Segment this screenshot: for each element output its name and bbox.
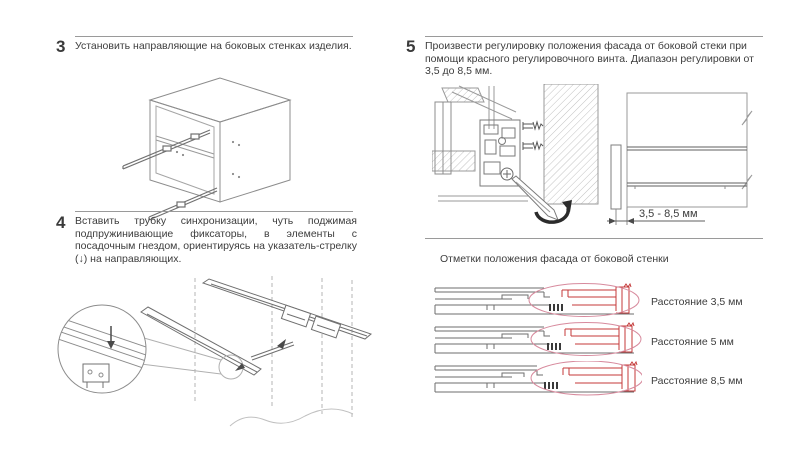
step5-instruction: Произвести регулировку положения фасада от боковой стеки при помощи красного регулировочного винта. Диапазон регулировки от 3,5 до 8,5 мм. (425, 40, 754, 77)
mark-row-label: Расстояние 5 мм (651, 336, 734, 348)
screw-icon (523, 122, 543, 130)
mark-row-label: Расстояние 8,5 мм (651, 375, 743, 387)
bottom-panel-lines (438, 196, 528, 201)
step3-instruction: Установить направляющие на боковых стенках изделия. (75, 40, 352, 52)
slide-profile (435, 366, 634, 392)
mark-row-drawing-5mm (432, 322, 642, 362)
adjustment-screw (501, 168, 513, 180)
adjustment-mechanism (480, 120, 520, 186)
marks-divider (425, 238, 763, 239)
panel-outlines (195, 276, 352, 418)
leader-lines (141, 338, 221, 374)
dimension (607, 207, 705, 225)
sync-rod (235, 339, 294, 371)
cabinet-drawing (115, 70, 315, 225)
step4-number: 4 (56, 213, 66, 232)
step3-divider (75, 36, 353, 37)
cabinet-box (150, 78, 290, 202)
mark-row-drawing-3-5mm (432, 283, 642, 323)
rail-lines (627, 147, 747, 189)
marks-section-title: Отметки положения фасада от боковой стенки (440, 253, 669, 265)
step4-divider (75, 211, 353, 212)
mark-row-label: Расстояние 3,5 мм (651, 296, 743, 308)
red-adjuster (562, 284, 631, 313)
position-marks (549, 304, 563, 311)
screw-marks (176, 141, 240, 178)
detail-circle (55, 305, 149, 393)
upper-slide (203, 279, 371, 339)
synchronization-drawing (45, 276, 377, 444)
step3-number: 3 (56, 37, 66, 56)
slide-profile (435, 327, 634, 353)
red-adjuster (563, 362, 637, 391)
torn-edge-wave (230, 409, 353, 426)
insert-arrow-icon (235, 363, 245, 371)
shelf-section (432, 151, 475, 171)
mark-row-drawing-8-5mm (432, 361, 642, 401)
screw-icon (523, 142, 543, 150)
gap-dimension-drawing (605, 85, 775, 230)
drawer-slides-rails (123, 130, 217, 220)
side-wall-section (544, 84, 598, 204)
adjustment-drawing (432, 84, 607, 236)
slide-profile (435, 288, 634, 314)
dimension-label: 3,5 - 8,5 мм (639, 208, 698, 220)
step4-instruction: Вставить трубку синхронизации, чуть поджимая подпружинивающие фиксаторы, в элементы с посадочным гнездом, ориентируясь на указатель-стрелку (↓) на направляющих. (75, 215, 357, 265)
step5-number: 5 (406, 37, 416, 56)
step5-divider (425, 36, 763, 37)
position-marks (544, 382, 558, 389)
facade-strip (611, 145, 621, 209)
highlight-ellipse (531, 361, 642, 395)
